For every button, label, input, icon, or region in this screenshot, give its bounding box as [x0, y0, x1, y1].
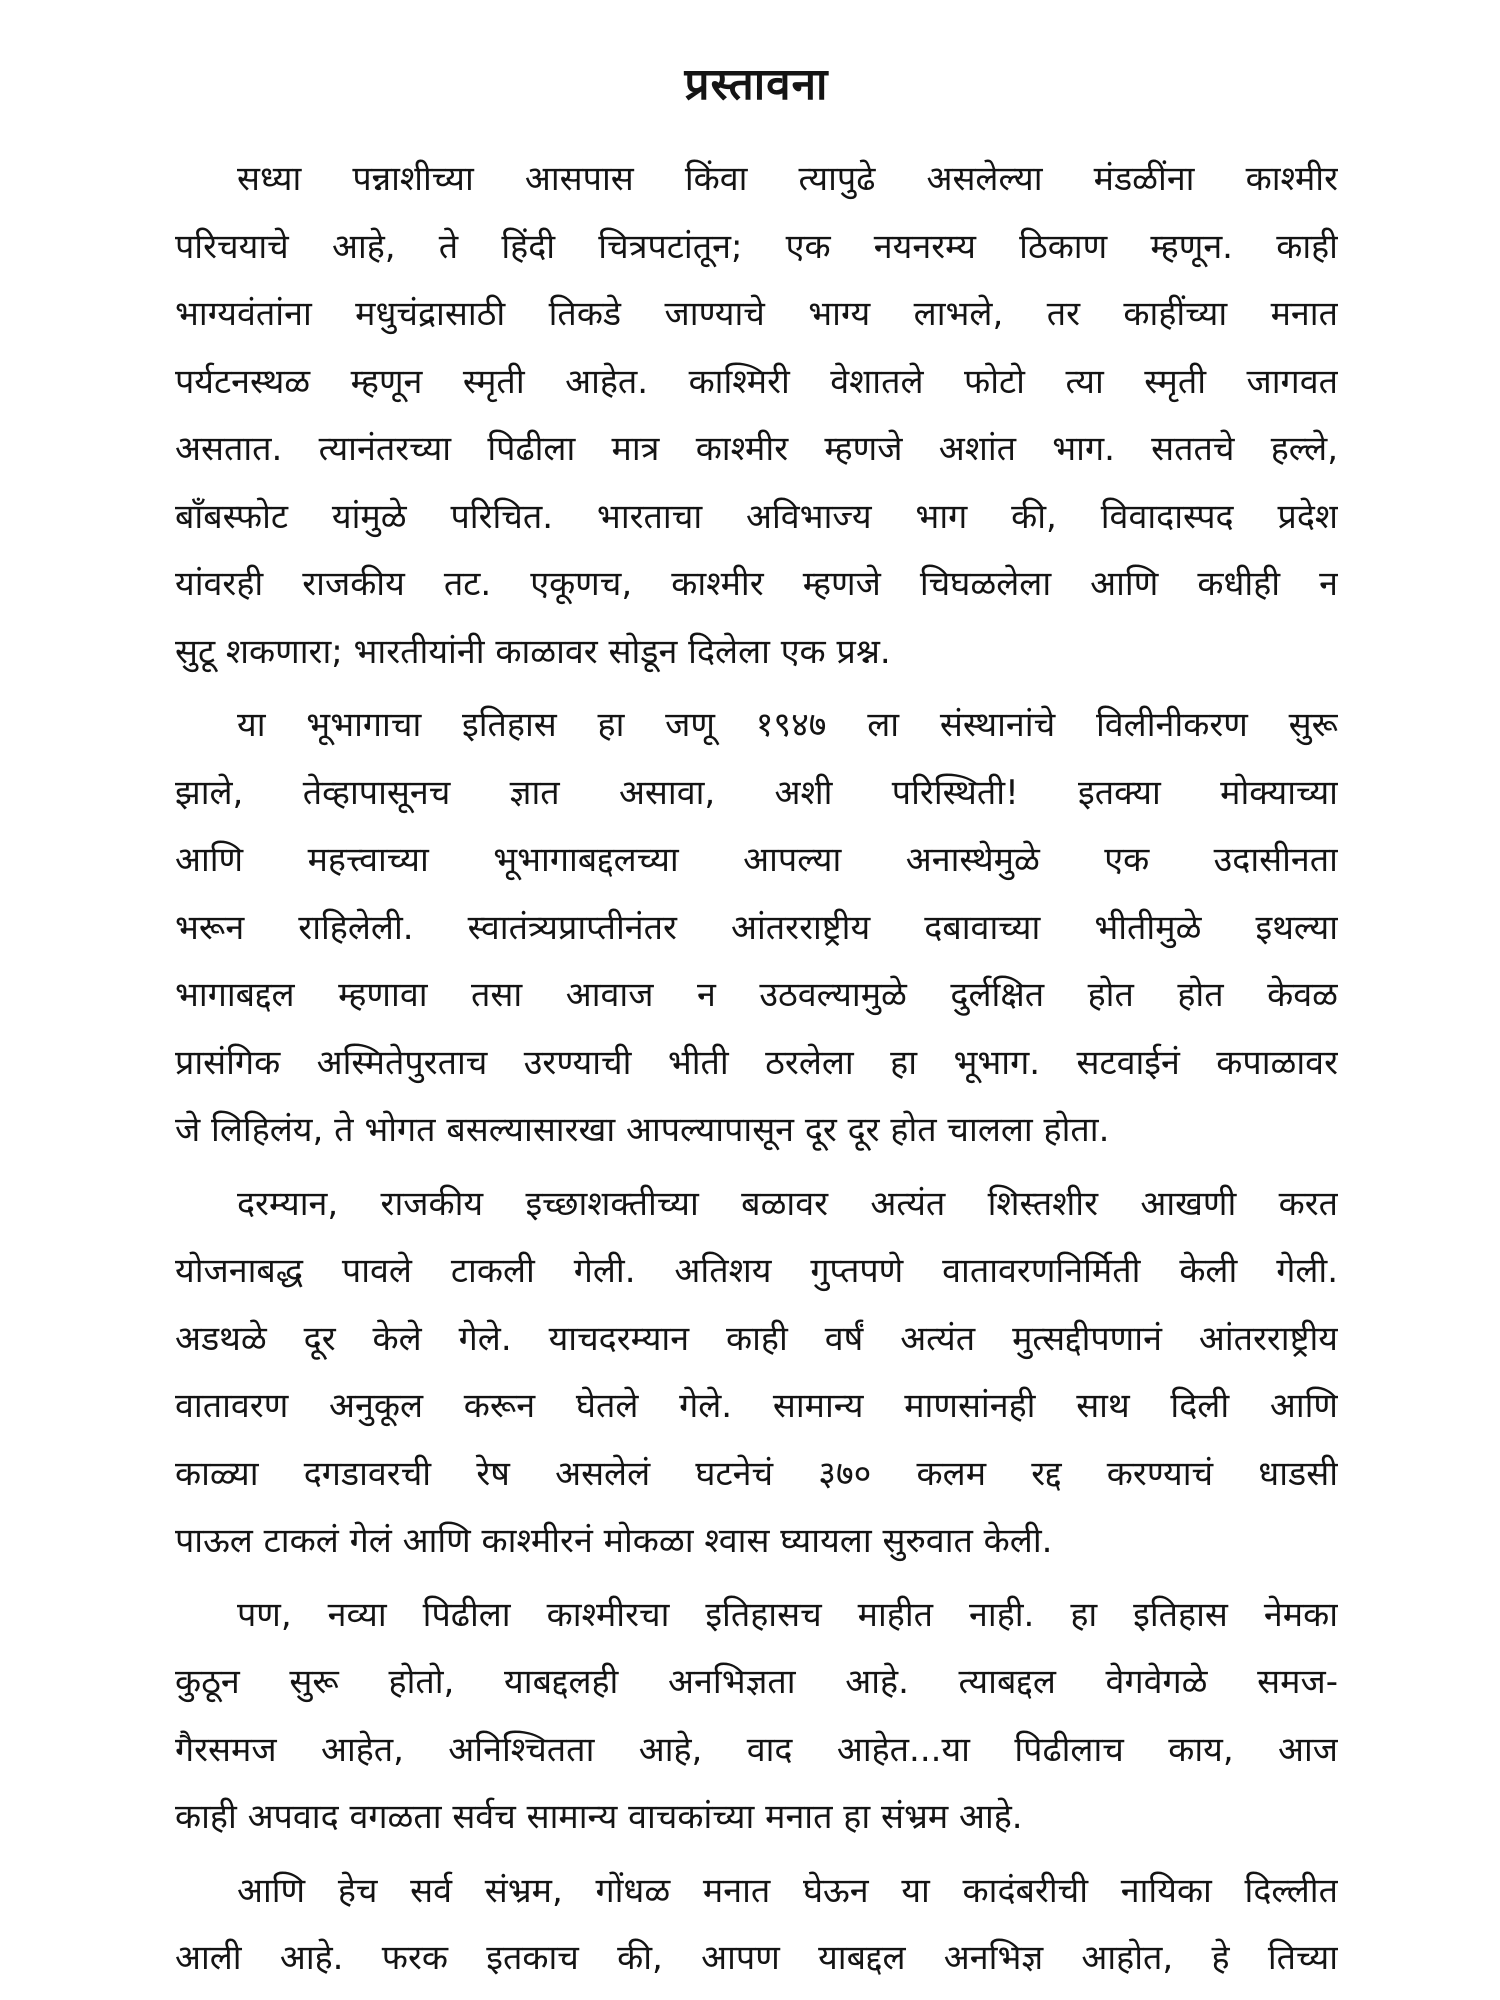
text-line: गैरसमज आहेत, अनिश्चितता आहे, वाद आहेत...या पिढीलाच काय, आज	[175, 1729, 1338, 1770]
text-line: परिचयाचे आहे, ते हिंदी चित्रपटांतून; एक नयनरम्य ठिकाण म्हणून. काही	[175, 226, 1338, 267]
text-line: काही अपवाद वगळता सर्वच सामान्य वाचकांच्या मनात हा संभ्रम आहे.	[175, 1797, 1023, 1837]
paragraph	[175, 1171, 1338, 1576]
text-line: भाग्यवंतांना मधुचंद्रासाठी तिकडे जाण्याचे भाग्य लाभले, तर काहींच्या मनात	[175, 294, 1338, 334]
text-line: असतात. त्यानंतरच्या पिढीला मात्र काश्मीर म्हणजे अशांत भाग. सततचे हल्ले,	[175, 429, 1338, 469]
text-line: झाले, तेव्हापासूनच ज्ञात असावा, अशी परिस्थिती! इतक्या मोक्याच्या	[175, 772, 1338, 813]
text-line: दरम्यान, राजकीय इच्छाशक्तीच्या बळावर अत्यंत शिस्तशीर आखणी करत	[237, 1183, 1338, 1224]
page-title: प्रस्तावना	[684, 59, 829, 110]
text-line: सुटू शकणारा; भारतीयांनी काळावर सोडून दिलेला एक प्रश्न.	[175, 631, 891, 672]
paragraph	[175, 1858, 1338, 1993]
text-line: सध्या पन्नाशीच्या आसपास किंवा त्यापुढे असलेल्या मंडळींना काश्मीर	[237, 159, 1338, 199]
paragraph	[175, 1582, 1338, 1852]
text-line: पण, नव्या पिढीला काश्मीरचा इतिहासच माहीत नाही. हा इतिहास नेमका	[237, 1594, 1338, 1635]
text-line: आली आहे. फरक इतकाच की, आपण याबद्दल अनभिज्ञ आहोत, हे तिच्या	[175, 1938, 1338, 1978]
paragraph	[175, 146, 1338, 686]
text-line: पाऊल टाकलं गेलं आणि काश्मीरनं मोकळा श्वास घ्यायला सुरुवात केली.	[175, 1521, 1053, 1561]
text-line: योजनाबद्ध पावले टाकली गेली. अतिशय गुप्तपणे वातावरणनिर्मिती केली गेली.	[175, 1251, 1338, 1291]
paragraph	[175, 692, 1338, 1165]
text-line: प्रासंगिक अस्मितेपुरताच उरण्याची भीती ठरलेला हा भूभाग. सटवाईनं कपाळावर	[175, 1042, 1338, 1083]
text-line: भरून राहिलेली. स्वातंत्र्यप्राप्तीनंतर आंतरराष्ट्रीय दबावाच्या भीतीमुळे इथल्या	[175, 907, 1338, 948]
text-line: यांवरही राजकीय तट. एकूणच, काश्मीर म्हणजे चिघळलेला आणि कधीही न	[175, 564, 1338, 604]
text-line: आणि हेच सर्व संभ्रम, गोंधळ मनात घेऊन या कादंबरीची नायिका दिल्लीत	[237, 1870, 1338, 1911]
text-line: जे लिहिलंय, ते भोगत बसल्यासारखा आपल्यापासून दूर दूर होत चालला होता.	[175, 1110, 1110, 1150]
text-line: वातावरण अनुकूल करून घेतले गेले. सामान्य माणसांनही साथ दिली आणि	[175, 1386, 1338, 1426]
text-line: या भूभागाचा इतिहास हा जणू १९४७ ला संस्थानांचे विलीनीकरण सुरू	[237, 705, 1338, 745]
text-line: भागाबद्दल म्हणावा तसा आवाज न उठवल्यामुळे दुर्लक्षित होत होत केवळ	[175, 975, 1338, 1015]
text-line: अडथळे दूर केले गेले. याचदरम्यान काही वर्षं अत्यंत मुत्सद्दीपणानं आंतरराष्ट्रीय	[175, 1318, 1338, 1359]
text-line: आणि महत्त्वाच्या भूभागाबद्दलच्या आपल्या अनास्थेमुळे एक उदासीनता	[175, 840, 1338, 880]
text-line: काळ्या दगडावरची रेष असलेलं घटनेचं ३७० कलम रद्द करण्याचं धाडसी	[175, 1453, 1338, 1494]
text-line: पर्यटनस्थळ म्हणून स्मृती आहेत. काश्मिरी वेशातले फोटो त्या स्मृती जागवत	[175, 361, 1338, 402]
text-line: बॉंबस्फोट यांमुळे परिचित. भारताचा अविभाज्य भाग की, विवादास्पद प्रदेश	[175, 496, 1338, 537]
text-line: कुठून सुरू होतो, याबद्दलही अनभिज्ञता आहे. त्याबद्दल वेगवेगळे समज-	[175, 1662, 1338, 1702]
document-page	[175, 52, 1338, 1999]
